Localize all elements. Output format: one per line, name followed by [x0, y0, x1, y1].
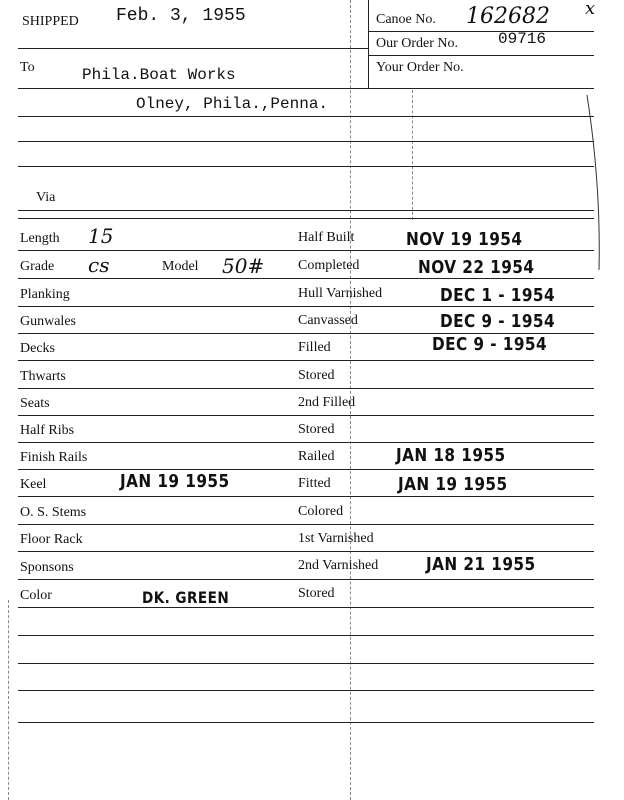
- form-rule-line: [18, 607, 594, 608]
- to-label: To: [20, 60, 35, 75]
- second-varnished-label: 2nd Varnished: [298, 558, 379, 573]
- filled-label: Filled: [298, 340, 331, 355]
- first-varnished-label: 1st Varnished: [298, 531, 374, 546]
- form-rule-line: [18, 496, 594, 497]
- grade-label: Grade: [20, 259, 55, 274]
- form-rule-line: [18, 524, 594, 525]
- seats-label: Seats: [20, 396, 50, 411]
- canvassed-date-stamp: DEC 9 - 1954: [440, 311, 556, 332]
- fitted-date-stamp: JAN 19 1955: [398, 474, 508, 495]
- keel-label: Keel: [20, 477, 47, 492]
- divider: [18, 88, 594, 89]
- fitted-label: Fitted: [298, 476, 331, 491]
- gunwales-label: Gunwales: [20, 314, 76, 329]
- canoe-label: Canoe No.: [376, 12, 436, 27]
- decks-label: Decks: [20, 341, 55, 356]
- form-rule-line: [18, 278, 594, 279]
- divider: [18, 141, 594, 142]
- shipped-label: SHIPPED: [22, 14, 79, 29]
- form-rule-line: [18, 469, 594, 470]
- thwarts-label: Thwarts: [20, 369, 66, 384]
- model-label: Model: [162, 259, 199, 274]
- railed-label: Railed: [298, 449, 335, 464]
- hull-varnished-date-stamp: DEC 1 - 1954: [440, 285, 556, 306]
- to-address: Olney, Phila.,Penna.: [136, 95, 329, 113]
- form-rule-line: [18, 663, 594, 664]
- divider: [18, 166, 594, 167]
- length-label: Length: [20, 231, 60, 246]
- railed-date-stamp: JAN 18 1955: [396, 445, 506, 466]
- keel-date-stamp: JAN 19 1955: [120, 471, 230, 492]
- stored-label: Stored: [298, 586, 335, 601]
- half-built-label: Half Built: [298, 230, 355, 245]
- scan-artifact-line: [412, 90, 414, 220]
- half-built-date-stamp: NOV 19 1954: [406, 229, 523, 250]
- shipped-date: Feb. 3, 1955: [116, 6, 246, 26]
- form-rule-line: [18, 306, 594, 307]
- form-rule-line: [18, 635, 594, 636]
- our-order-value: 09716: [498, 30, 547, 48]
- hull-varnished-label: Hull Varnished: [298, 286, 383, 301]
- colored-label: Colored: [298, 504, 344, 519]
- our-order-label: Our Order No.: [376, 36, 459, 51]
- grade-value: cs: [88, 253, 110, 277]
- scan-artifact-line: [8, 600, 10, 800]
- model-value: 50#: [222, 254, 265, 278]
- second-varnished-date-stamp: JAN 21 1955: [426, 554, 536, 575]
- completed-label: Completed: [298, 258, 360, 273]
- divider: [18, 48, 368, 49]
- divider: [18, 116, 594, 117]
- finish-rails-label: Finish Rails: [20, 450, 88, 465]
- divider: [368, 55, 594, 56]
- form-rule-line: [18, 388, 594, 389]
- color-value-stamp: DK. GREEN: [142, 588, 230, 607]
- second-filled-label: 2nd Filled: [298, 395, 356, 410]
- stored-label: Stored: [298, 422, 335, 437]
- stored-label: Stored: [298, 368, 335, 383]
- divider: [368, 31, 594, 32]
- completed-date-stamp: NOV 22 1954: [418, 257, 535, 278]
- floor-rack-label: Floor Rack: [20, 532, 83, 547]
- divider: [18, 210, 594, 211]
- form-rule-line: [18, 690, 594, 691]
- sponsons-label: Sponsons: [20, 560, 74, 575]
- form-rule-line: [18, 250, 594, 251]
- canvassed-label: Canvassed: [298, 313, 358, 328]
- form-rule-line: [18, 722, 594, 723]
- margin-curve: [585, 95, 605, 275]
- via-label: Via: [36, 190, 56, 205]
- to-name: Phila.Boat Works: [82, 66, 236, 84]
- your-order-label: Your Order No.: [376, 60, 464, 75]
- planking-label: Planking: [20, 287, 70, 302]
- canoe-value: 162682: [466, 4, 550, 29]
- form-rule-line: [18, 551, 594, 552]
- filled-date-stamp: DEC 9 - 1954: [432, 334, 548, 355]
- form-rule-line: [18, 442, 594, 443]
- form-rule-line: [18, 415, 594, 416]
- divider: [18, 218, 594, 219]
- os-stems-label: O. S. Stems: [20, 505, 87, 520]
- form-rule-line: [18, 579, 594, 580]
- order-box-border: [368, 0, 369, 88]
- form-rule-line: [18, 360, 594, 361]
- half-ribs-label: Half Ribs: [20, 423, 75, 438]
- canoe-mark: x: [585, 0, 596, 19]
- length-value: 15: [88, 224, 114, 248]
- color-label: Color: [20, 588, 52, 603]
